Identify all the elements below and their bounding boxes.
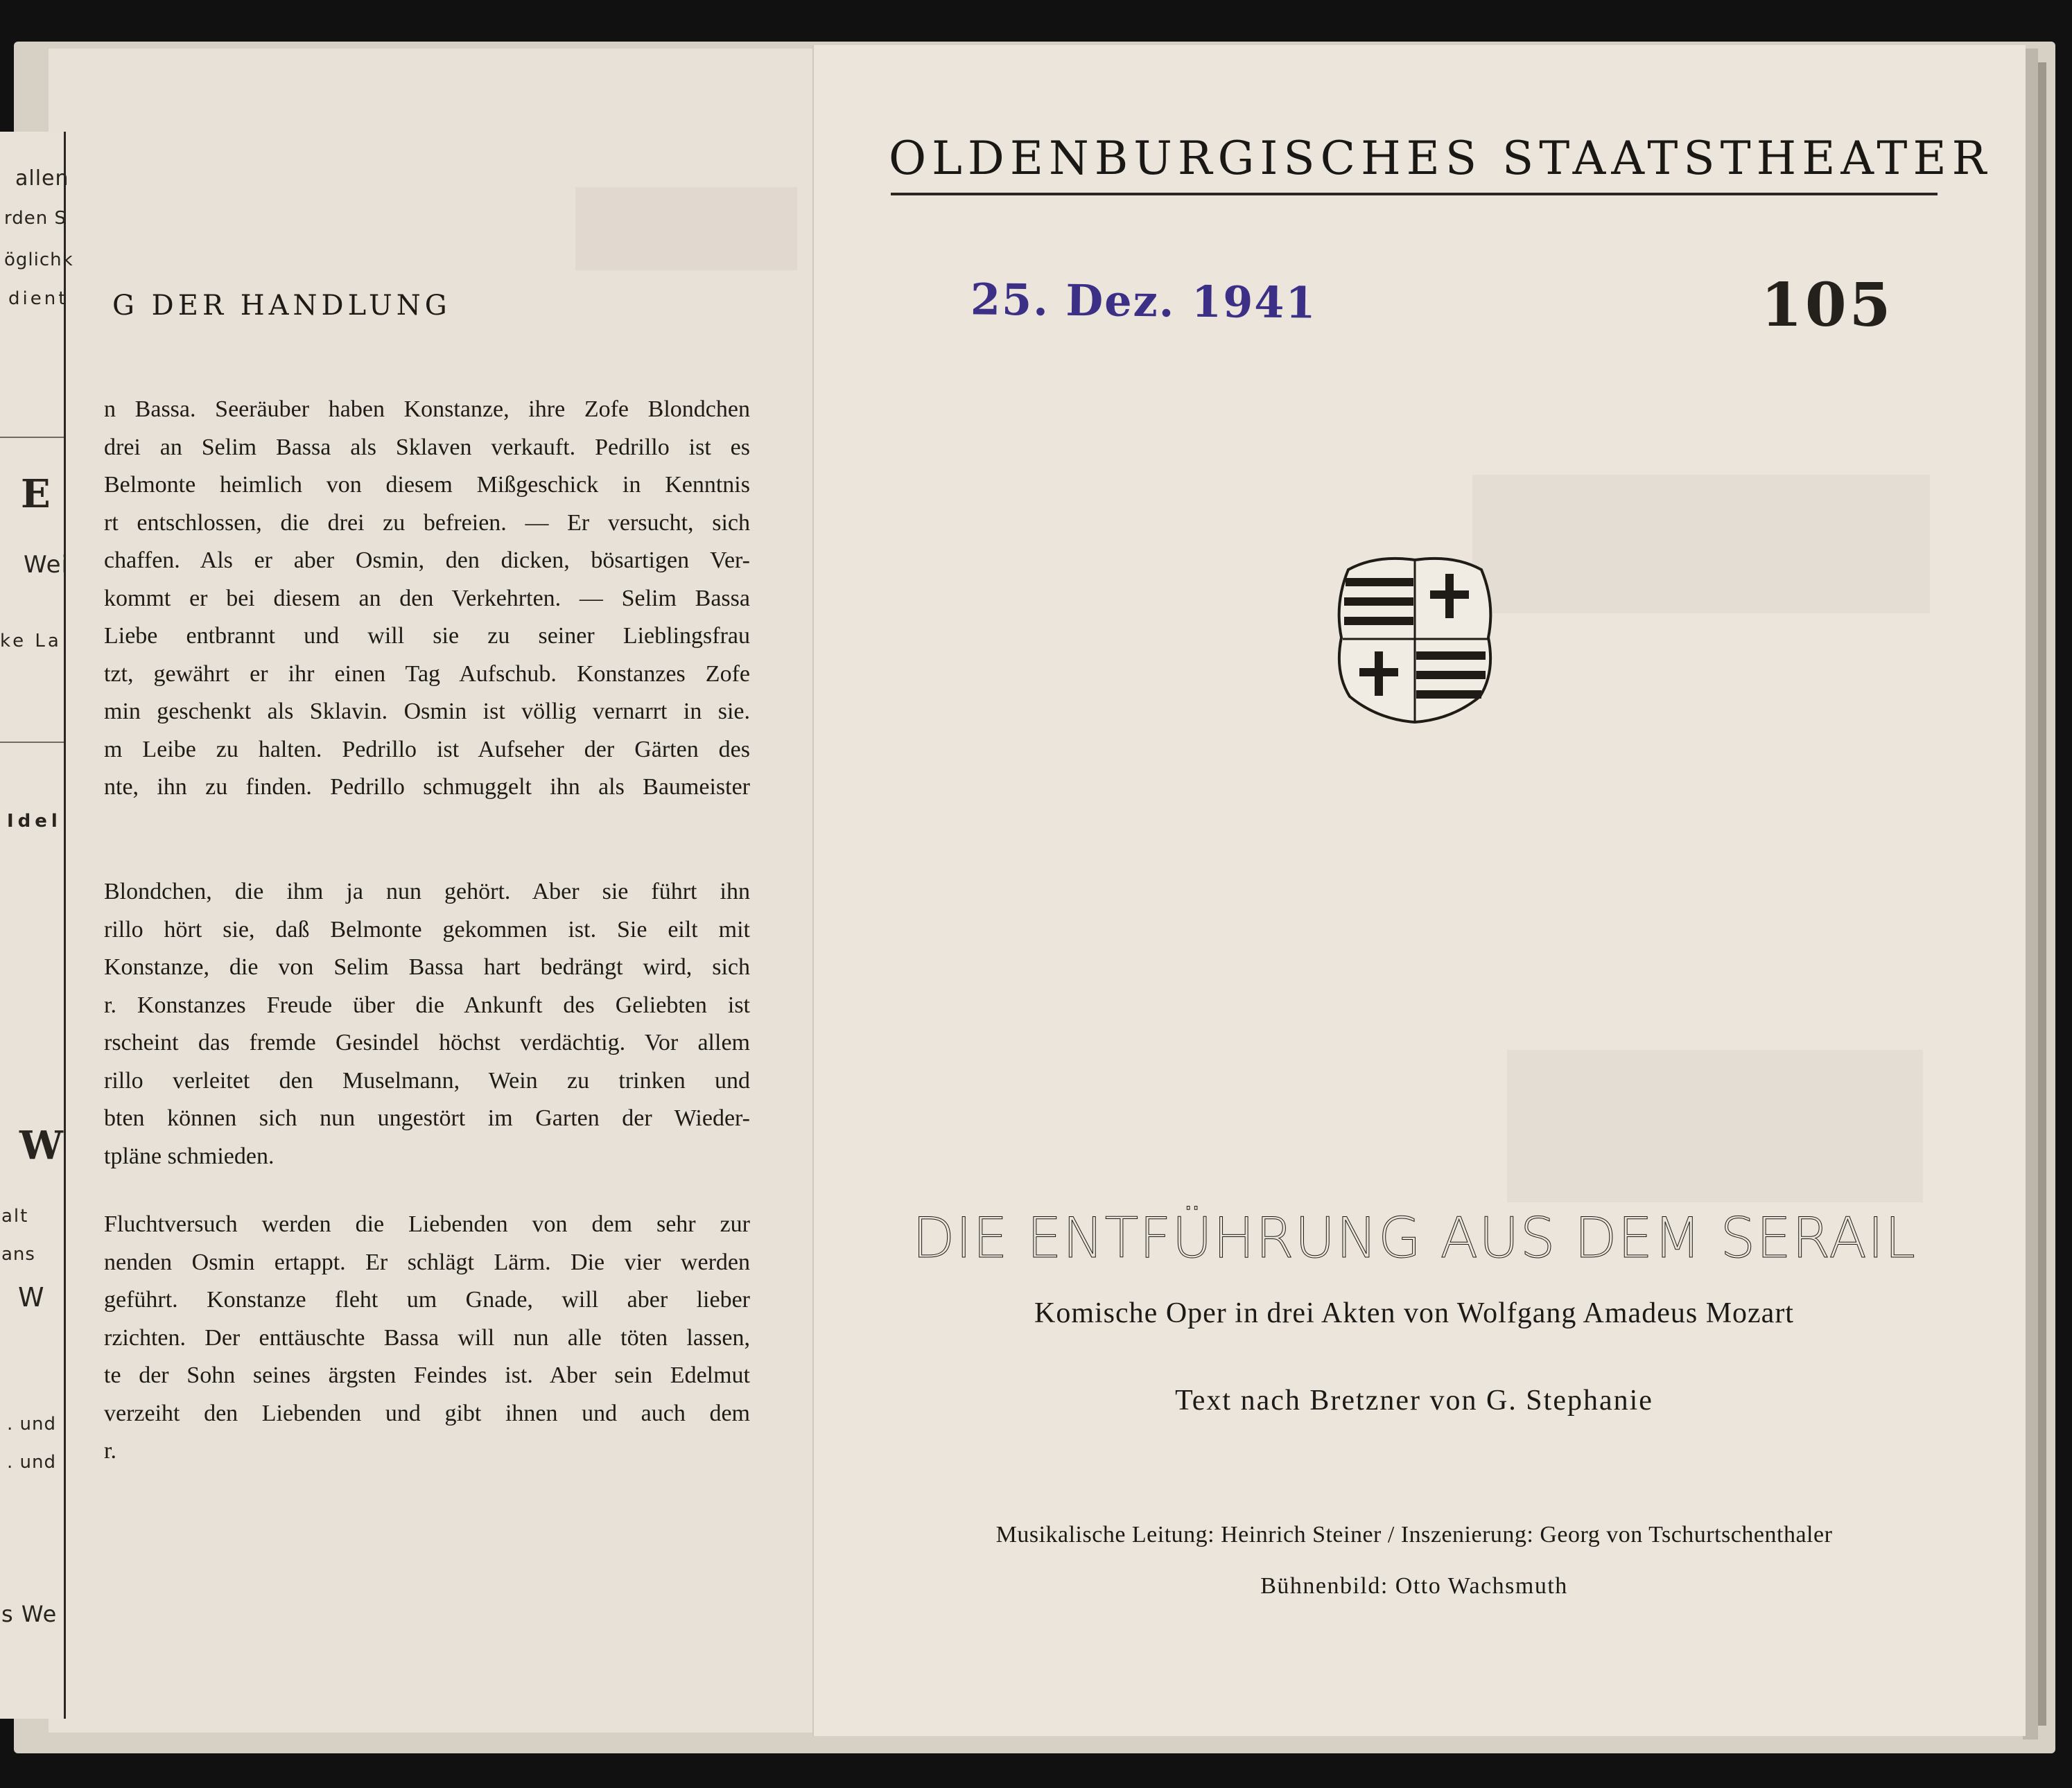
fragment-text: allen	[15, 166, 69, 191]
text-line: Belmonte heimlich von diesem Mißgeschick in Kenntnis	[104, 472, 750, 498]
text-line: r.	[104, 1438, 116, 1464]
show-through	[1507, 1050, 1923, 1202]
text-line: Konstanze, die von Selim Bassa hart bedrängt wird, sich	[104, 954, 750, 980]
text-line: rscheint das fremde Gesindel höchst verdächtig. Vor allem	[104, 1030, 750, 1055]
fragment-text: Wei	[24, 551, 69, 579]
fragment-text: Idel	[7, 811, 62, 832]
fragment-text: s We	[1, 1601, 58, 1627]
text-line: Liebe entbrannt und will sie zu seiner Lieblingsfrau	[104, 623, 750, 649]
text-line: tzt, gewährt er ihr einen Tag Aufschub. Konstanzes Zofe	[104, 660, 750, 687]
text-line: n Bassa. Seeräuber haben Konstanze, ihre Zofe Blondchen	[104, 396, 750, 422]
text-line: m Leibe zu halten. Pedrillo ist Aufseher der Gärten des	[104, 736, 750, 762]
text-line: rzichten. Der enttäuschte Bassa will nun alle töten lassen,	[104, 1324, 750, 1351]
fragment-initial: W	[19, 1123, 64, 1168]
divider	[0, 742, 64, 743]
text-line: Fluchtversuch werden die Liebenden von dem sehr zur	[104, 1211, 750, 1237]
text-line: tpläne schmieden.	[104, 1143, 275, 1169]
show-through	[575, 187, 797, 270]
theater-name: OLDENBURGISCHES STAATSTHEATER	[889, 132, 1992, 185]
left-page	[49, 49, 812, 1733]
text-line: chaffen. Als er aber Osmin, den dicken, bösartigen Ver-	[104, 547, 750, 573]
stage-design-credit: Bühnenbild: Otto Wachsmuth	[1260, 1573, 1568, 1599]
text-line: kommt er bei diesem an den Verkehrten. — Selim Bassa	[104, 585, 750, 611]
synopsis-paragraph-1	[104, 391, 750, 807]
synopsis-heading: G DER HANDLUNG	[112, 290, 451, 322]
show-through	[1472, 475, 1930, 613]
fragment-text: ans	[1, 1244, 35, 1265]
text-line: min geschenkt als Sklavin. Osmin ist völlig vernarrt in sie.	[104, 699, 750, 724]
previous-page-fragment	[0, 132, 73, 1719]
coat-of-arms-icon	[1334, 554, 1495, 724]
opera-title: DIE ENTFÜHRUNG AUS DEM SERAIL	[912, 1206, 1917, 1270]
synopsis-paragraph-2	[104, 873, 750, 1175]
fragment-initial: E	[21, 471, 51, 517]
libretto-credit: Text nach Bretzner von G. Stephanie	[1175, 1385, 1653, 1417]
date-stamp: 25. Dez. 1941	[970, 274, 1317, 328]
production-credits: Musikalische Leitung: Heinrich Steiner / Inszenierung: Georg von Tschurtschenthaler	[995, 1522, 1833, 1548]
header-rule	[891, 193, 1938, 195]
fragment-text: ke La	[0, 631, 62, 651]
text-line: rt entschlossen, die drei zu befreien. — Er versucht, sich	[104, 509, 750, 536]
fragment-text: W	[18, 1282, 45, 1313]
fragment-text: rden S	[4, 208, 67, 229]
program-number: 105	[1761, 270, 1894, 340]
text-line: geführt. Konstanze fleht um Gnade, will aber lieber	[104, 1287, 750, 1313]
synopsis-paragraph-3	[104, 1206, 750, 1471]
fragment-text: . und	[7, 1414, 56, 1435]
text-line: nenden Osmin ertappt. Er schlägt Lärm. Die vier werden	[104, 1249, 750, 1275]
text-line: bten können sich nun ungestört im Garten der Wieder-	[104, 1105, 750, 1131]
text-line: r. Konstanzes Freude über die Ankunft des Geliebten ist	[104, 992, 750, 1018]
text-line: rillo hört sie, daß Belmonte gekommen ist. Sie eilt mit	[104, 916, 750, 943]
fragment-text: alt	[1, 1206, 29, 1227]
divider	[0, 437, 64, 438]
text-line: nte, ihn zu finden. Pedrillo schmuggelt ihn als Baumeister	[104, 774, 750, 800]
text-line: drei an Selim Bassa als Sklaven verkauft. Pedrillo ist es	[104, 434, 750, 460]
text-line: rillo verleitet den Muselmann, Wein zu trinken und	[104, 1067, 750, 1094]
text-line: verzeiht den Liebenden und gibt ihnen und auch dem	[104, 1400, 750, 1426]
text-line: Blondchen, die ihm ja nun gehört. Aber sie führt ihn	[104, 879, 750, 904]
page-edge-shadow	[2038, 62, 2046, 1726]
opera-subtitle: Komische Oper in drei Akten von Wolfgang Amadeus Mozart	[1034, 1297, 1794, 1329]
fragment-text: dient	[8, 288, 69, 309]
text-line: te der Sohn seines ärgsten Feindes ist. Aber sein Edelmut	[104, 1362, 750, 1388]
fragment-text: öglichk	[4, 249, 73, 270]
fragment-text: . und	[7, 1452, 56, 1473]
